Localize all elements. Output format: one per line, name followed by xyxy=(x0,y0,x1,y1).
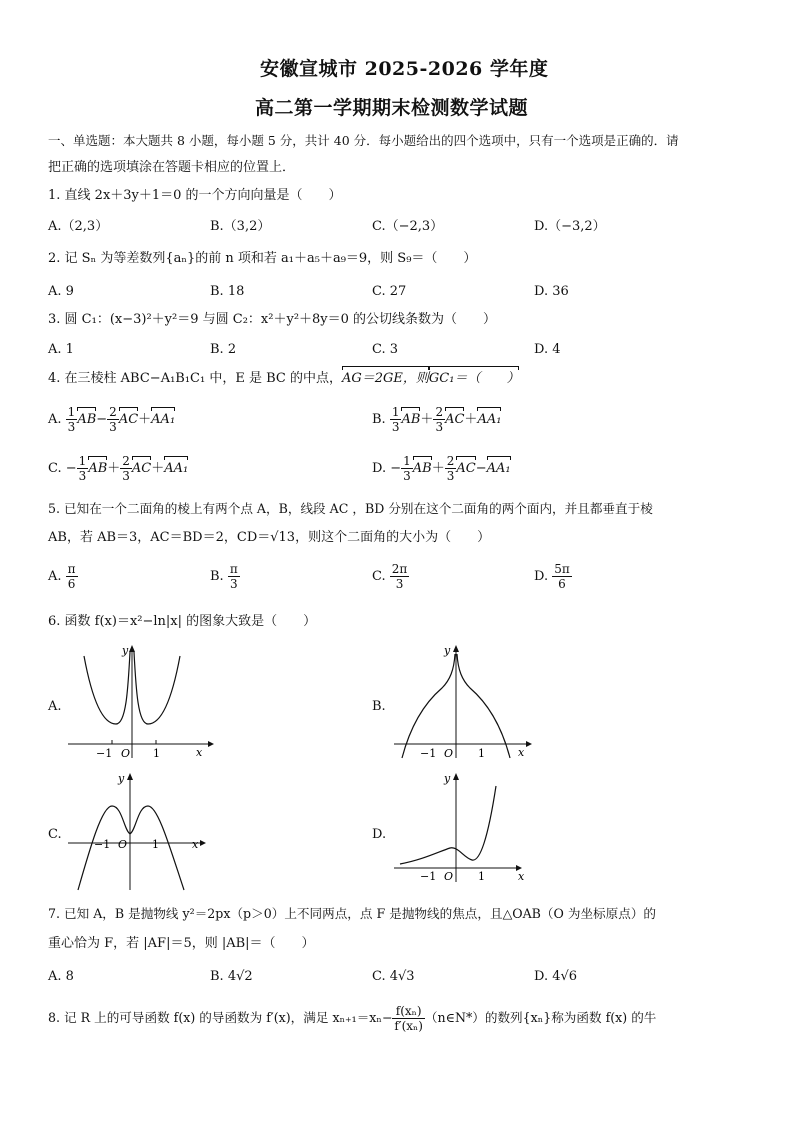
option-label: B. xyxy=(372,412,386,427)
q5-option-b: B. $\frac{\pi}{3}$ xyxy=(210,562,238,591)
tick-neg1: −1 xyxy=(96,747,113,760)
sign: ＋ xyxy=(107,461,121,476)
q1-option-d: D.（−3,2） xyxy=(534,219,606,234)
q4-stem-part2: AG＝2GE，则 xyxy=(342,369,429,389)
q8-stem xyxy=(48,1004,656,1033)
vector: AB xyxy=(401,410,420,430)
q3-option-d: D. 4 xyxy=(534,342,561,357)
q1-option-b: B.（3,2） xyxy=(210,219,271,234)
q8-fraction: $\frac{\text{f(xₙ)}}{\text{f′(xₙ)}}$ xyxy=(394,1004,423,1033)
graph-a xyxy=(66,640,216,760)
axis-y-label: y xyxy=(118,772,125,785)
tick-pos1: 1 xyxy=(153,747,160,760)
q4-option-d xyxy=(372,454,511,483)
vector: AA₁ xyxy=(164,459,188,479)
sign: − xyxy=(390,461,402,476)
q3-option-a: A. 1 xyxy=(48,342,74,357)
q7-option-a: A. 8 xyxy=(48,969,74,984)
vector: AC xyxy=(445,410,464,430)
origin-label: O xyxy=(121,747,131,760)
vector: AA₁ xyxy=(151,410,175,430)
axis-x-label: x xyxy=(518,870,525,883)
sign: ＋ xyxy=(138,412,152,427)
q2-option-c: C. 27 xyxy=(372,284,407,299)
q6-label-a: A. xyxy=(48,699,62,714)
option-label: C. xyxy=(48,461,62,476)
q6-label-c: C. xyxy=(48,827,62,842)
tick-neg1: −1 xyxy=(420,747,437,760)
q4-stem xyxy=(48,369,519,389)
tick-pos1: 1 xyxy=(152,838,159,851)
sign: ＋ xyxy=(464,412,478,427)
q2-option-a: A. 9 xyxy=(48,284,74,299)
q4-stem-part1: 4. 在三棱柱 ABC−A₁B₁C₁ 中，E 是 BC 的中点， xyxy=(48,371,342,386)
section-instructions-line1: 一、单选题：本大题共 8 小题，每小题 5 分，共计 40 分．每小题给出的四个选项中，只有一个选项是正确的．请 xyxy=(48,133,679,148)
axis-y-label: y xyxy=(122,644,129,657)
tick-neg1: −1 xyxy=(420,870,437,883)
fraction: $\frac{1}{3}$ xyxy=(391,405,400,434)
q4-option-b xyxy=(372,405,501,434)
sign: − xyxy=(96,412,108,427)
fraction: $\frac{1}{3}$ xyxy=(78,454,87,483)
vector: AA₁ xyxy=(477,410,501,430)
q5-stem-line1: 5. 已知在一个二面角的棱上有两个点 A，B，线段 AC ，BD 分别在这个二面角的两个面内，并且都垂直于棱 xyxy=(48,501,653,516)
q8-stem-part1: 8. 记 R 上的可导函数 f(x) 的导函数为 f′(x)，满足 xₙ₊₁＝xₙ− xyxy=(48,1010,393,1025)
q6-label-b: B. xyxy=(372,699,386,714)
q6-label-d: D. xyxy=(372,827,387,842)
q3-option-b: B. 2 xyxy=(210,342,237,357)
option-label: D. xyxy=(372,461,387,476)
tick-pos1: 1 xyxy=(478,747,485,760)
q5-stem-line2: AB，若 AB＝3，AC＝BD＝2，CD＝√13，则这个二面角的大小为（ ） xyxy=(48,530,491,545)
q1-option-c: C.（−2,3） xyxy=(372,219,444,234)
q7-option-b: B. 4√2 xyxy=(210,969,253,984)
q3-stem: 3. 圆 C₁：(x−3)²＋y²＝9 与圆 C₂：x²＋y²＋8y＝0 的公切线条数为（ ） xyxy=(48,312,497,327)
sign: ＋ xyxy=(420,412,434,427)
sign: ＋ xyxy=(151,461,165,476)
q8-stem-part2: （n∈N*）的数列{xₙ}称为函数 f(x) 的牛 xyxy=(424,1010,657,1025)
origin-label: O xyxy=(444,870,454,883)
axis-x-label: x xyxy=(518,746,525,759)
vector: AB xyxy=(413,459,432,479)
axis-x-label: x xyxy=(196,746,203,759)
q5-option-a: A. $\frac{\pi}{6}$ xyxy=(48,562,76,591)
axis-y-label: y xyxy=(444,772,451,785)
fraction: $\frac{2}{3}$ xyxy=(109,405,117,434)
vector: AC xyxy=(119,410,138,430)
vector: AC xyxy=(132,459,151,479)
graph-c xyxy=(66,768,216,892)
section-instructions-line2: 把正确的选项填涂在答题卡相应的位置上． xyxy=(48,160,296,175)
graph-b xyxy=(392,640,542,760)
q7-option-c: C. 4√3 xyxy=(372,969,415,984)
q3-option-c: C. 3 xyxy=(372,342,399,357)
q1-option-a: A.（2,3） xyxy=(48,219,109,234)
vector: AA₁ xyxy=(487,459,511,479)
fraction: $\frac{2}{3}$ xyxy=(122,454,130,483)
q7-stem-line2: 重心恰为 F，若 |AF|＝5，则 |AB|＝（ ） xyxy=(48,936,315,951)
page-title: 安徽宣城市 2025-2026 学年度 xyxy=(260,58,549,80)
q5-option-c: C. $\frac{2\pi}{3}$ xyxy=(372,562,408,591)
q7-option-d: D. 4√6 xyxy=(534,969,578,984)
fraction: $\frac{1}{3}$ xyxy=(67,405,76,434)
q2-stem: 2. 记 Sₙ 为等差数列{aₙ}的前 n 项和若 a₁＋a₅＋a₉＝9，则 S₉＝（ ） xyxy=(48,251,477,266)
q4-option-a xyxy=(48,405,175,434)
fraction: $\frac{2}{3}$ xyxy=(446,454,455,483)
q4-stem-part3: GC₁＝（ ） xyxy=(429,369,520,389)
q2-option-b: B. 18 xyxy=(210,284,245,299)
fraction: $\frac{1}{3}$ xyxy=(403,454,411,483)
tick-neg1: −1 xyxy=(94,838,111,851)
page-subtitle: 高二第一学期期末检测数学试题 xyxy=(255,97,529,119)
axis-y-label: y xyxy=(444,644,451,657)
origin-label: O xyxy=(118,838,128,851)
origin-label: O xyxy=(444,747,454,760)
sign: − xyxy=(475,461,487,476)
vector: AB xyxy=(77,410,96,430)
q7-stem-line1: 7. 已知 A，B 是抛物线 y²＝2px（p＞0）上不同两点，点 F 是抛物线的焦点，且△OAB（O 为坐标原点）的 xyxy=(48,906,657,921)
fraction: $\frac{2}{3}$ xyxy=(435,405,444,434)
q5-option-d: D. $\frac{5\pi}{6}$ xyxy=(534,562,570,591)
tick-pos1: 1 xyxy=(478,870,485,883)
vector: AB xyxy=(88,459,107,479)
sign: ＋ xyxy=(431,461,445,476)
q2-option-d: D. 36 xyxy=(534,284,569,299)
q6-stem: 6. 函数 f(x)＝x²−ln|x| 的图象大致是（ ） xyxy=(48,614,317,629)
graph-d xyxy=(392,768,542,892)
sign: − xyxy=(65,461,77,476)
q4-option-c xyxy=(48,454,188,483)
q1-stem: 1. 直线 2x＋3y＋1＝0 的一个方向向量是（ ） xyxy=(48,188,342,203)
option-label: A. xyxy=(48,412,62,427)
vector: AC xyxy=(456,459,475,479)
axis-x-label: x xyxy=(192,838,199,851)
